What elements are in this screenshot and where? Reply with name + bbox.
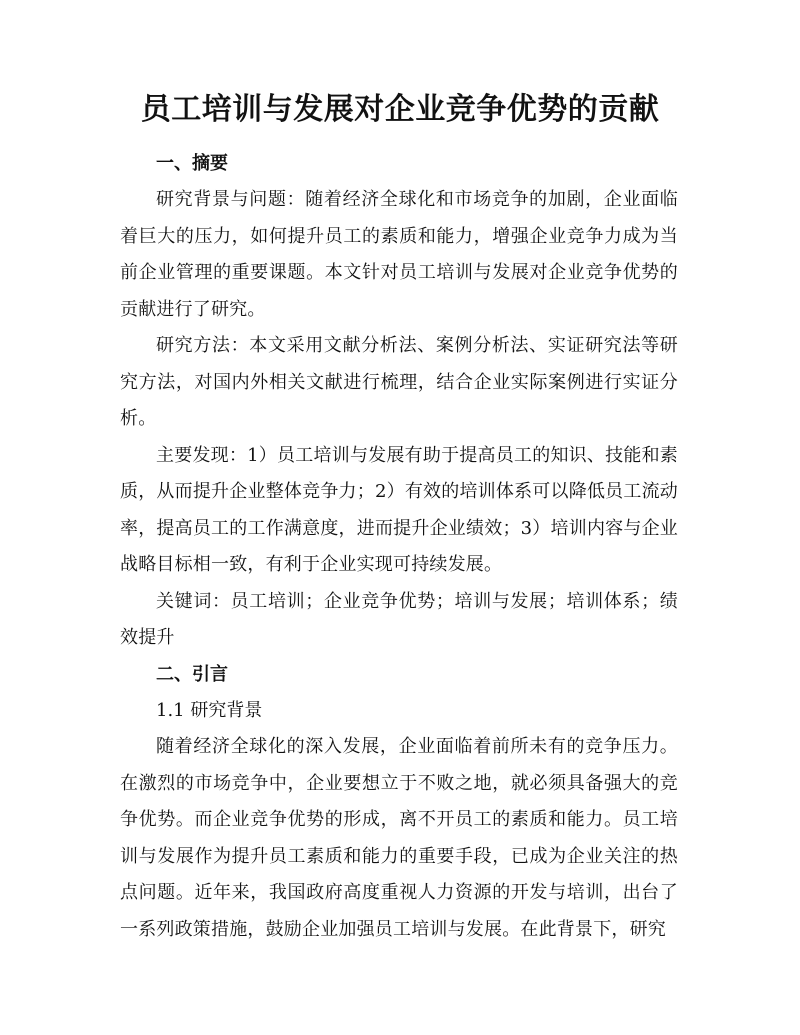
introduction-paragraph: 随着经济全球化的深入发展，企业面临着前所未有的竞争压力。在激烈的市场竞争中，企业要想立于不败之地，就必须具备强大的竞争优势。而企业竞争优势的形成，离不开员工的素质和能力。员工培训与发展作为提升员工素质和能力的重要手段，已成为企业关注的热点问题。近年来，我国政府高度重视人力资源的开发与培训，出台了一系列政策措施，鼓励企业加强员工培训与发展。在此背景下，研究 <box>120 736 678 940</box>
abstract-methods-paragraph: 研究方法：本文采用文献分析法、案例分析法、实证研究法等研究方法，对国内外相关文献进行梳理，结合企业实际案例进行实证分析。 <box>120 335 678 429</box>
document-title: 员工培训与发展对企业竞争优势的贡献 <box>140 92 660 127</box>
abstract-findings-paragraph: 主要发现：1）员工培训与发展有助于提高员工的知识、技能和素质，从而提升企业整体竞争力；2）有效的培训体系可以降低员工流动率，提高员工的工作满意度，进而提升企业绩效；3）培训内容与企业战略目标相一致，有利于企业实现可持续发展。 <box>120 444 678 575</box>
keywords-paragraph: 关键词：员工培训；企业竞争优势；培训与发展；培训体系；绩效提升 <box>120 590 678 648</box>
abstract-background-paragraph: 研究背景与问题：随着经济全球化和市场竞争的加剧，企业面临着巨大的压力，如何提升员工的素质和能力，增强企业竞争力成为当前企业管理的重要课题。本文针对员工培训与发展对企业竞争优势的贡献进行了研究。 <box>120 189 678 320</box>
subsection-heading-research-background: 1.1 研究背景 <box>156 699 263 721</box>
section-heading-introduction: 二、引言 <box>156 663 228 685</box>
document-body <box>120 146 678 948</box>
section-heading-abstract: 一、摘要 <box>156 153 228 174</box>
